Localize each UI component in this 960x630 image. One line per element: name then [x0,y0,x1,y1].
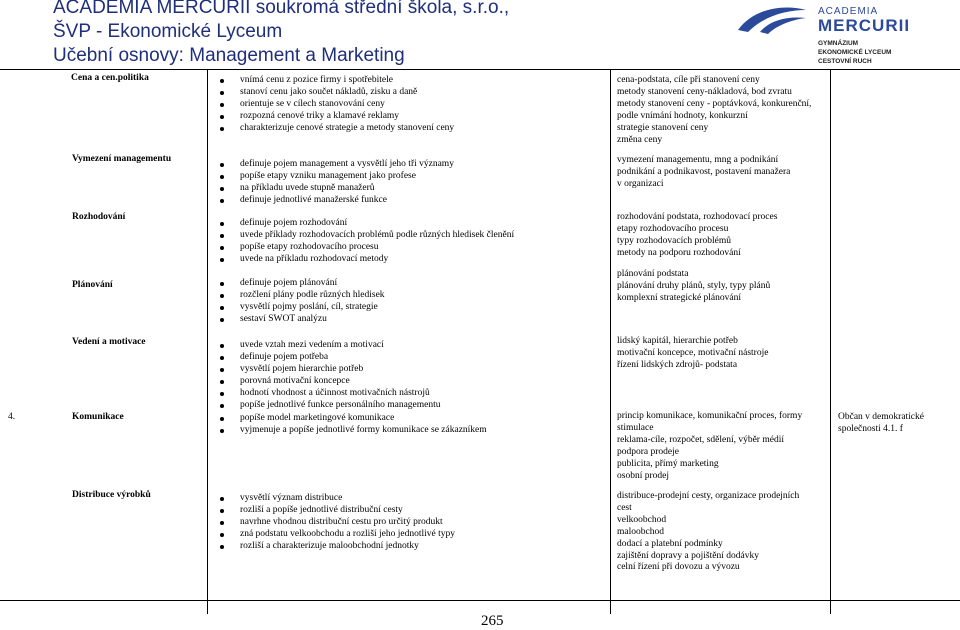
row-number-komunikace: 4. [8,412,16,422]
row-label-planovani: Plánování [72,280,113,290]
list-item: strategie stanovení ceny [617,122,709,133]
logo-text-mercurii: MERCURII [818,16,911,35]
list-item: uvede vztah mezi vedením a motivací [219,340,441,352]
list-item: rozliší a popíše jednotlivé distribuční cesty [219,505,455,517]
list-item: metody stanovení ceny-nákladová, bod zvratu [617,86,792,97]
header-subject: Učební osnovy: Management a Marketing [53,45,405,66]
list-item: navrhne vhodnou distribuční cestu pro určitý produkt [219,517,455,529]
logo-sub-ruch: CESTOVNÍ RUCH [818,58,872,65]
list-item: hodnotí vhodnost a účinnost motivačních nástrojů [219,388,441,400]
list-item: stanoví cenu jako součet nákladů, zisku a daně [219,87,454,99]
list-item: cena-podstata, cíle při stanovení ceny [617,75,760,85]
row-label-vymezeni: Vymezení managementu [72,154,172,164]
row-goals-vedeni [219,340,441,411]
list-item: stimulace [617,422,654,433]
column-divider-2 [610,69,611,614]
row-goals-vymezeni [219,159,454,207]
header-school-name: ACADEMIA MERCURII soukromá střední škola, s.r.o., [53,0,510,18]
list-item: vyjmenuje a popíše jednotlivé formy komunikace se zákazníkem [219,425,487,437]
list-item: v organizaci [617,178,664,189]
row-goals-planovani [219,278,385,326]
list-item: reklama-cíle, rozpočet, sdělení, výběr médií [617,434,784,445]
list-item: cest [617,502,632,513]
list-item: celní řízení při dovozu a vývozu [617,562,740,573]
row-goals-rozhodovani [219,218,514,266]
list-item: vnímá cenu z pozice firmy i spotřebitele [219,75,454,87]
logo-sub-gymnazium: GYMNÁZIUM [818,40,859,47]
row-goals-distribuce [219,493,455,553]
list-item: podle vnímání hodnoty, konkurzní [617,110,748,121]
list-item: vymezení managementu, mng a podnikání [617,155,779,165]
list-item: komplexní strategické plánování [617,292,741,303]
list-item: vysvětlí pojem hierarchie potřeb [219,364,441,376]
list-item: velkoobchod [617,514,667,525]
row-topics-cena [617,75,811,146]
list-item: zná podstatu velkoobchodu a rozliší jeho jednotlivé typy [219,529,455,541]
row-label-rozhodovani: Rozhodování [72,212,126,222]
list-item: metody stanovení ceny - poptávková, konkurenční, [617,98,812,109]
list-item: rozhodování podstata, rozhodovací proces [617,212,778,222]
row-topics-komunikace [617,411,802,482]
list-item: popíše etapy rozhodovacího procesu [219,242,514,254]
row-goals-cena [219,75,454,135]
column-divider-3 [830,69,831,614]
list-item: motivační koncepce, motivační nástroje [617,347,769,358]
list-item: publicita, přímý marketing [617,458,719,469]
list-item: podnikání a podnikavost, postavení manažera [617,166,791,177]
row-crosscut-komunikace [838,412,924,436]
list-item: definuje pojem management a vysvětlí jeho tři významy [219,159,454,171]
list-item: podpora prodeje [617,446,679,457]
list-item: metody na podporu rozhodování [617,247,741,258]
header-program: ŠVP - Ekonomické Lyceum [53,21,283,42]
list-item: uvede příklady rozhodovacích problémů podle různých hledisek členění [219,230,514,242]
row-label-cena: Cena a cen.politika [71,73,149,83]
row-topics-vedeni [617,336,768,372]
list-item: etapy rozhodovacího procesu [617,223,729,234]
list-item: Občan v demokratické [838,412,924,422]
list-item: lidský kapitál, hierarchie potřeb [617,336,738,346]
table-top-border [0,69,960,70]
list-item: osobní prodej [617,470,669,481]
row-topics-vymezeni [617,155,790,191]
list-item: definuje pojem rozhodování [219,218,514,230]
list-item: dodací a platební podmínky [617,538,723,549]
row-topics-rozhodovani [617,212,777,260]
list-item: popíše model marketingové komunikace [219,413,487,425]
list-item: definuje pojem plánování [219,278,385,290]
list-item: plánování druhy plánů, styly, typy plánů [617,280,771,291]
list-item: rozpozná cenové triky a klamavé reklamy [219,111,454,123]
row-goals-komunikace [219,413,487,437]
list-item: vysvětlí význam distribuce [219,493,455,505]
list-item: změna ceny [617,134,663,145]
list-item: společnosti 4.1. f [838,423,903,434]
row-label-komunikace: Komunikace [72,412,124,422]
logo-text-academia: ACADEMIA [818,6,879,17]
row-topics-distribuce [617,491,799,574]
row-topics-planovani [617,269,770,305]
list-item: maloobchod [617,526,664,537]
list-item: plánování podstata [617,269,689,279]
list-item: popíše etapy vzniku management jako profese [219,171,454,183]
list-item: typy rozhodovacích problémů [617,235,731,246]
list-item: definuje pojem potřeba [219,352,441,364]
table-bottom-border [0,600,960,601]
column-divider-1 [207,69,208,614]
list-item: uvede na příkladu rozhodovací metody [219,254,514,266]
list-item: orientuje se v cílech stanovování ceny [219,99,454,111]
list-item: popíše jednotlivé funkce personálního managementu [219,400,441,412]
list-item: porovná motivační koncepce [219,376,441,388]
list-item: na příkladu uvede stupně manažerů [219,183,454,195]
list-item: vysvětlí pojmy poslání, cíl, strategie [219,302,385,314]
list-item: definuje jednotlivé manažerské funkce [219,195,454,207]
list-item: charakterizuje cenové strategie a metody stanovení ceny [219,123,454,135]
list-item: řízení lidských zdrojů- podstata [617,359,738,370]
row-label-vedeni: Vedení a motivace [72,337,146,347]
list-item: sestaví SWOT analýzu [219,314,385,326]
logo-sub-lyceum: EKONOMICKÉ LYCEUM [818,49,892,56]
list-item: zajištění dopravy a pojištění dodávky [617,550,759,561]
list-item: princip komunikace, komunikační proces, formy [617,411,803,421]
list-item: distribuce-prodejní cesty, organizace prodejních [617,491,800,501]
row-label-distribuce: Distribuce výrobků [72,490,151,500]
list-item: rozliší a charakterizuje maloobchodní jednotky [219,541,455,553]
list-item: rozčlení plány podle různých hledisek [219,290,385,302]
page-number: 265 [481,613,504,629]
